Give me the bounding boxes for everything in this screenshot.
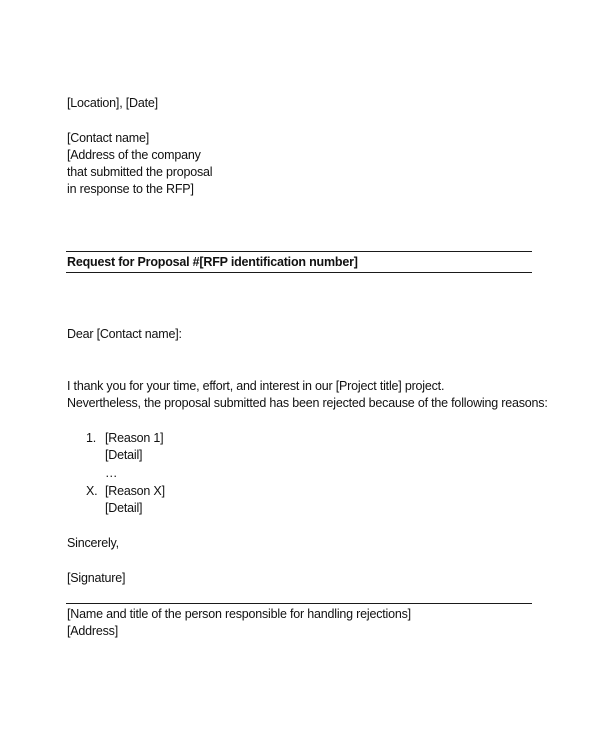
reason-detail: [Detail] bbox=[105, 448, 143, 462]
closing: Sincerely, bbox=[67, 536, 119, 550]
recipient-address-line: that submitted the proposal bbox=[67, 165, 213, 179]
signature: [Signature] bbox=[67, 571, 126, 585]
sender-block bbox=[67, 606, 411, 640]
recipient-contact-name: [Contact name] bbox=[67, 131, 149, 145]
subject-title: Request for Proposal #[RFP identification number] bbox=[67, 255, 358, 269]
subject-top-rule bbox=[66, 251, 532, 252]
list-marker: X. bbox=[86, 484, 98, 498]
list-item bbox=[105, 430, 163, 464]
salutation: Dear [Contact name]: bbox=[67, 327, 182, 341]
body-paragraph bbox=[67, 378, 548, 412]
signature-rule bbox=[66, 603, 532, 604]
reason-text: [Reason X] bbox=[105, 484, 165, 498]
body-line: Nevertheless, the proposal submitted has been rejected because of the following reasons: bbox=[67, 396, 548, 410]
sender-name-title: [Name and title of the person responsible for handling rejections] bbox=[67, 607, 411, 621]
location-date: [Location], [Date] bbox=[67, 96, 158, 110]
sender-address: [Address] bbox=[67, 624, 119, 638]
subject-bottom-rule bbox=[66, 272, 532, 273]
body-line: I thank you for your time, effort, and interest in our [Project title] project. bbox=[67, 379, 445, 393]
list-ellipsis: … bbox=[105, 466, 118, 480]
reason-detail: [Detail] bbox=[105, 501, 143, 515]
recipient-block bbox=[67, 130, 212, 198]
list-item bbox=[105, 483, 165, 517]
recipient-address-line: [Address of the company bbox=[67, 148, 201, 162]
list-marker: 1. bbox=[86, 431, 97, 445]
recipient-address-line: in response to the RFP] bbox=[67, 182, 194, 196]
reason-text: [Reason 1] bbox=[105, 431, 164, 445]
